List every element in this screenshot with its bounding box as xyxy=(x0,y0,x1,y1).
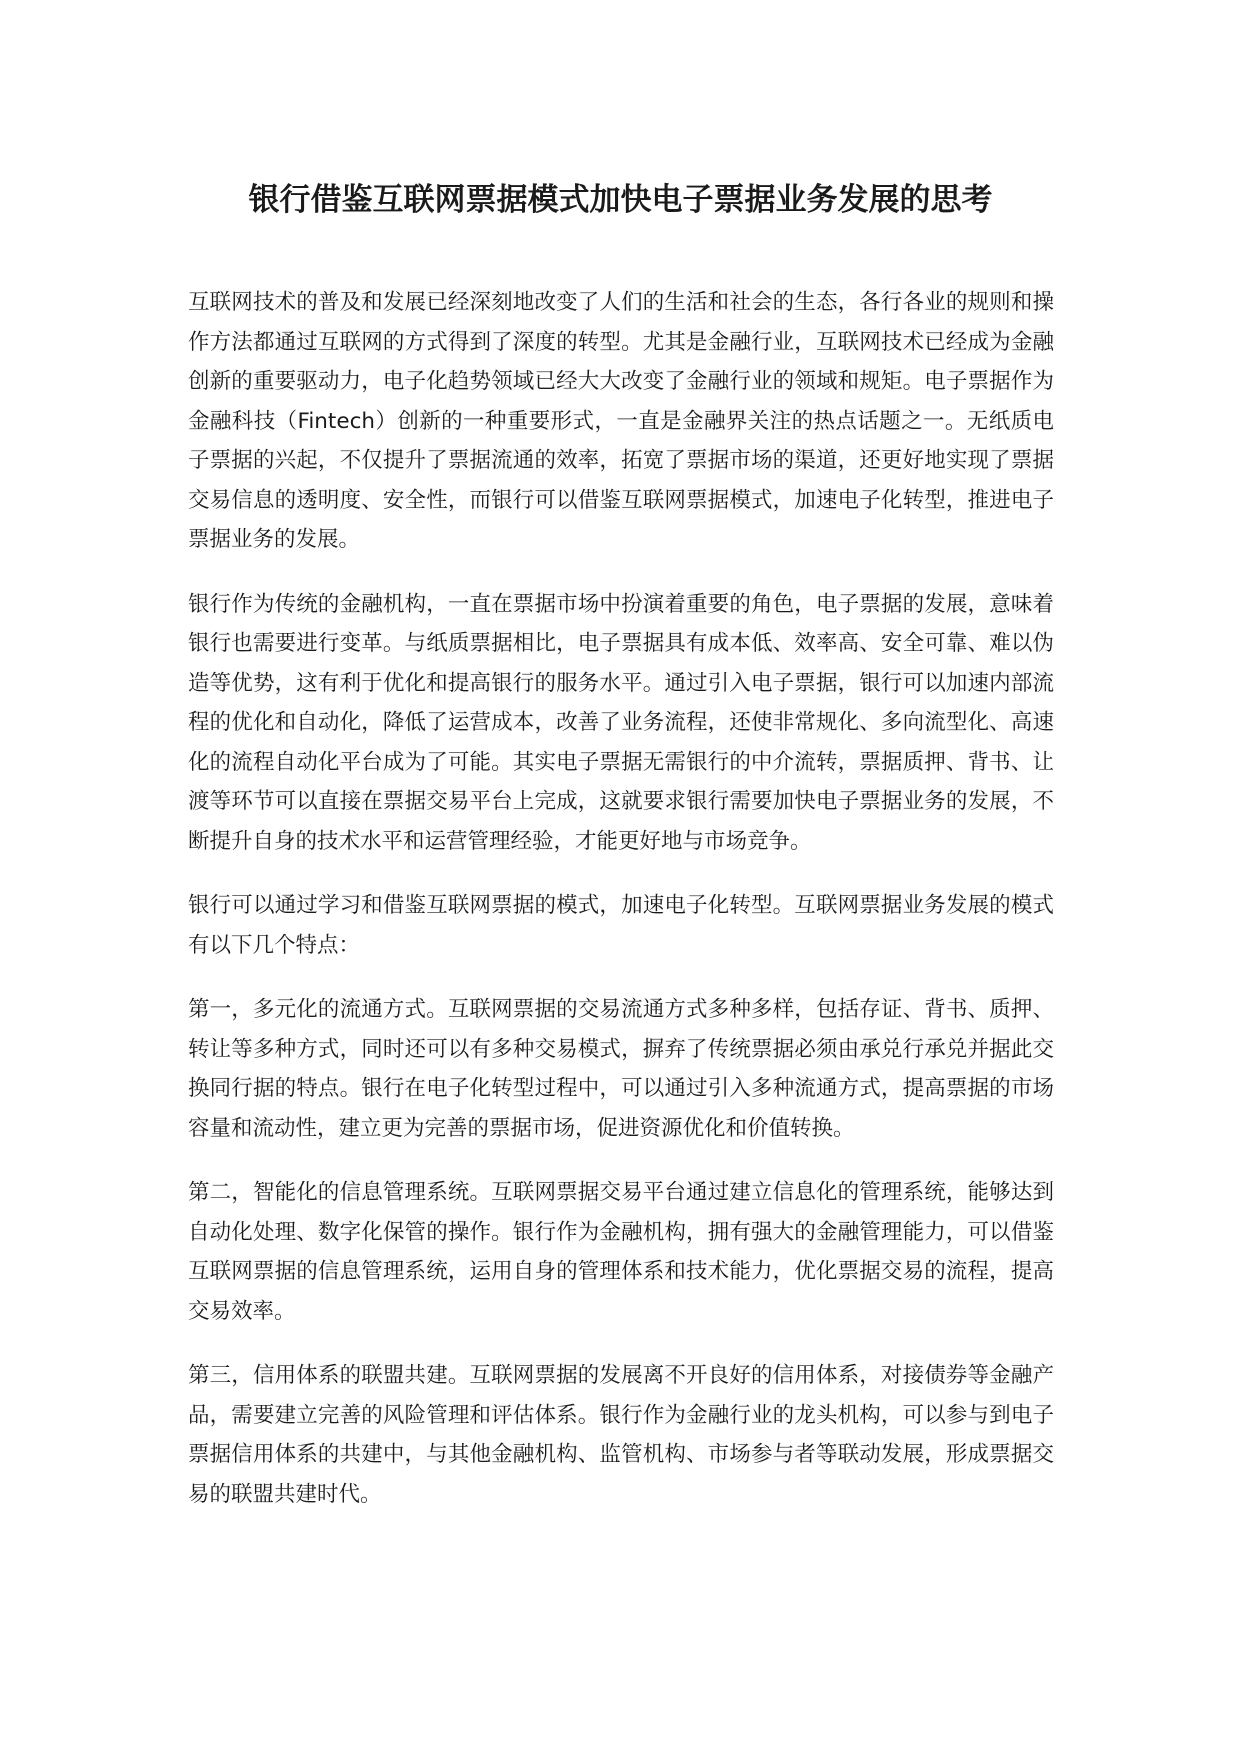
paragraph-3: 银行可以通过学习和借鉴互联网票据的模式，加速电子化转型。互联网票据业务发展的模式有以下几个特点： xyxy=(188,893,1054,958)
document-title: 银行借鉴互联网票据模式加快电子票据业务发展的思考 xyxy=(248,182,993,218)
paragraph-2: 银行作为传统的金融机构，一直在票据市场中扮演着重要的角色，电子票据的发展，意味着银行也需要进行变革。与纸质票据相比，电子票据具有成本低、效率高、安全可靠、难以伪造等优势，这有利于优化和提高银行的服务水平。通过引入电子票据，银行可以加速内部流程的优化和自动化，降低了运营成本，改善了业务流程，还使非常规化、多向流型化、高速化的流程自动化平台成为了可能。其实电子票据无需银行的中介流转，票据质押、背书、让渡等环节可以直接在票据交易平台上完成，这就要求银行需要加快电子票据业务的发展，不断提升自身的技术水平和运营管理经验，才能更好地与市场竞争。 xyxy=(188,591,1054,854)
paragraph-1: 互联网技术的普及和发展已经深刻地改变了人们的生活和社会的生态，各行各业的规则和操作方法都通过互联网的方式得到了深度的转型。尤其是金融行业，互联网技术已经成为金融创新的重要驱动力，电子化趋势领域已经大大改变了金融行业的领域和规矩。电子票据作为金融科技（Fintech）创新的一种重要形式，一直是金融界关注的热点话题之一。无纸质电子票据的兴起，不仅提升了票据流通的效率，拓宽了票据市场的渠道，还更好地实现了票据交易信息的透明度、安全性，而银行可以借鉴互联网票据模式，加速电子化转型，推进电子票据业务的发展。 xyxy=(188,290,1054,552)
paragraph-4: 第一，多元化的流通方式。互联网票据的交易流通方式多种多样，包括存证、背书、质押、转让等多种方式，同时还可以有多种交易模式，摒弃了传统票据必须由承兑行承兑并据此交换同行据的特点。银行在电子化转型过程中，可以通过引入多种流通方式，提高票据的市场容量和流动性，建立更为完善的票据市场，促进资源优化和价值转换。 xyxy=(188,997,1054,1141)
paragraph-6: 第三，信用体系的联盟共建。互联网票据的发展离不开良好的信用体系，对接债券等金融产品，需要建立完善的风险管理和评估体系。银行作为金融行业的龙头机构，可以参与到电子票据信用体系的共建中，与其他金融机构、监管机构、市场参与者等联动发展，形成票据交易的联盟共建时代。 xyxy=(188,1363,1054,1507)
document-body xyxy=(188,283,1054,1539)
paragraph-5: 第二，智能化的信息管理系统。互联网票据交易平台通过建立信息化的管理系统，能够达到自动化处理、数字化保管的操作。银行作为金融机构，拥有强大的金融管理能力，可以借鉴互联网票据的信息管理系统，运用自身的管理体系和技术能力，优化票据交易的流程，提高交易效率。 xyxy=(188,1180,1054,1324)
